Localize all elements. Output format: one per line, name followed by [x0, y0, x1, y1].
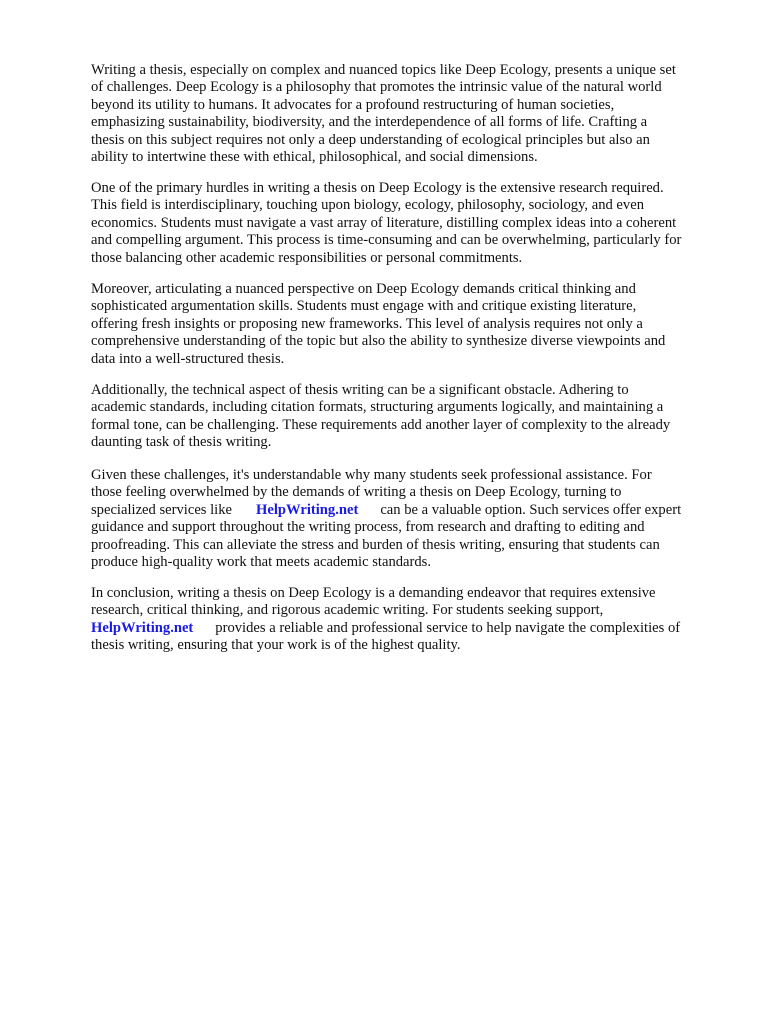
text-line: This field is interdisciplinary, touching upon biology, ecology, philosophy, sociology, and even — [91, 197, 644, 214]
text-line: data into a well-structured thesis. — [91, 350, 285, 367]
text-line: emphasizing sustainability, biodiversity, and the interdependence of all forms of life. Crafting a — [91, 114, 648, 131]
text-line: academic standards, including citation formats, structuring arguments logically, and maintaining a — [91, 399, 664, 416]
text-line: One of the primary hurdles in writing a thesis on Deep Ecology is the extensive research required. — [91, 180, 664, 196]
paragraph-assistance — [91, 467, 731, 571]
text-line: daunting task of thesis writing. — [91, 434, 272, 451]
helpwriting-link[interactable]: HelpWriting.net — [91, 619, 194, 636]
text-line: thesis on this subject requires not only a deep understanding of ecological principles but also an — [91, 131, 650, 148]
text-line: those feeling overwhelmed by the demands of writing a thesis on Deep Ecology, turning to — [91, 484, 622, 501]
text-line: those balancing other academic responsibilities or personal commitments. — [91, 249, 523, 266]
text-fragment: can be a valuable option. Such services offer expert — [380, 501, 682, 518]
text-line: Given these challenges, it's understandable why many students seek professional assistance. For — [91, 467, 652, 483]
text-line: Moreover, articulating a nuanced perspective on Deep Ecology demands critical thinking and — [91, 281, 636, 297]
text-line: guidance and support throughout the writing process, from research and drafting to editing and — [91, 519, 645, 536]
text-line: In conclusion, writing a thesis on Deep Ecology is a demanding endeavor that requires extensive — [91, 585, 656, 601]
text-line: produce high-quality work that meets academic standards. — [91, 554, 432, 571]
text-line: ability to intertwine these with ethical, philosophical, and social dimensions. — [91, 149, 538, 166]
text-line: offering fresh insights or proposing new frameworks. This level of analysis requires not only a — [91, 315, 643, 332]
text-line: beyond its utility to humans. It advocates for a profound restructuring of human societies, — [91, 96, 615, 113]
text-line: proofreading. This can alleviate the stress and burden of thesis writing, ensuring that students can — [91, 536, 660, 553]
text-line: sophisticated argumentation skills. Students must engage with and critique existing literature, — [91, 298, 637, 315]
paragraph-research — [91, 180, 731, 267]
text-line: research, critical thinking, and rigorous academic writing. For students seeking support, — [91, 602, 604, 619]
paragraph-conclusion — [91, 585, 731, 655]
helpwriting-link[interactable]: HelpWriting.net — [256, 501, 359, 518]
text-line: formal tone, can be challenging. These requirements add another layer of complexity to the already — [91, 416, 671, 433]
text-fragment: specialized services like — [91, 501, 233, 518]
text-line: Writing a thesis, especially on complex and nuanced topics like Deep Ecology, presents a unique set — [91, 62, 676, 78]
text-fragment: provides a reliable and professional service to help navigate the complexities of — [215, 619, 681, 636]
text-line: thesis writing, ensuring that your work is of the highest quality. — [91, 637, 461, 654]
text-line: economics. Students must navigate a vast array of literature, distilling complex ideas into a coherent — [91, 214, 677, 231]
paragraph-argumentation — [91, 281, 731, 368]
text-line: comprehensive understanding of the topic but also the ability to synthesize diverse viewpoints and — [91, 333, 666, 350]
paragraph-technical — [91, 382, 731, 452]
text-line — [91, 620, 731, 637]
text-line: Additionally, the technical aspect of thesis writing can be a significant obstacle. Adhering to — [91, 382, 629, 398]
text-line — [91, 502, 731, 519]
paragraph-intro — [91, 62, 731, 166]
text-line: of challenges. Deep Ecology is a philosophy that promotes the intrinsic value of the natural world — [91, 79, 662, 96]
text-line: and compelling argument. This process is time-consuming and can be overwhelming, particularly for — [91, 232, 682, 249]
